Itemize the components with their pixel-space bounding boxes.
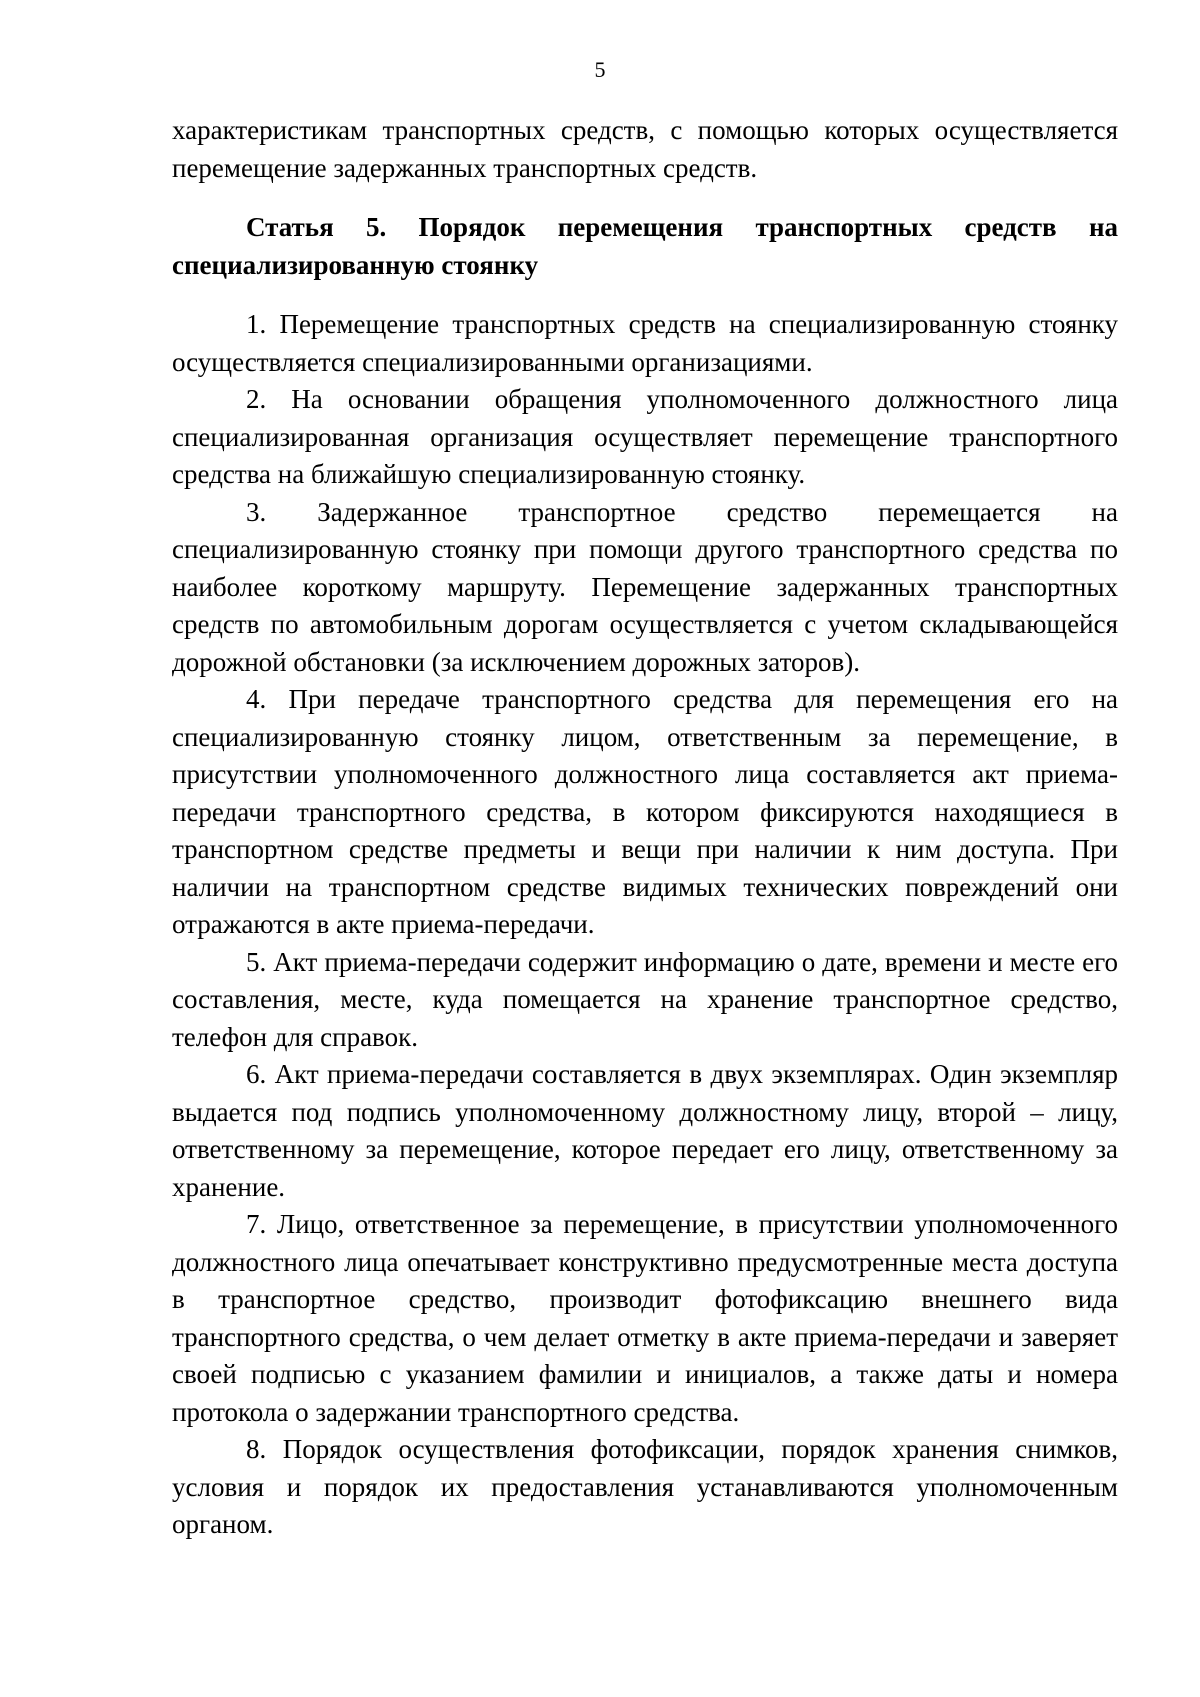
item-number: 4.: [246, 684, 267, 714]
item-number: 7.: [246, 1209, 267, 1239]
item-number: 5.: [246, 946, 267, 977]
list-item: [172, 494, 1118, 682]
item-text: Порядок осуществления фотофиксации, порядок хранения снимков, условия и порядок их предоставления устанавливаются уполномоченным органом.: [172, 1434, 1119, 1539]
item-number: 2.: [246, 384, 267, 414]
item-text: Лицо, ответственное за перемещение, в присутствии уполномоченного должностного лица опечатывает конструктивно предусмотренные места доступа в транспортное средство, производит фотофиксацию внешнего вида транспортного средства, о чем делает отметку в акте приема-передачи и заверяет своей подписью с указанием фамилии и инициалов, а также даты и номера протокола о задержании транспортного средства.: [172, 1209, 1118, 1427]
item-text: При передаче транспортного средства для перемещения его на специализированную стоянку лицом, ответственным за перемещение, в присутствии уполномоченного должностного лица составляется акт приема-передачи транспортного средства, в котором фиксируются находящиеся в транспортном средстве предметы и вещи при наличии к ним доступа. При наличии на транспортном средстве видимых технических повреждений они отражаются в акте приема-передачи.: [172, 684, 1118, 939]
item-text: Задержанное транспортное средство перемещается на специализированную стоянку при помощи другого транспортного средства по наиболее короткому маршруту. Перемещение задержанных транспортных средств по автомобильным дорогам осуществляется с учетом складывающейся дорожной обстановки (за исключением дорожных заторов).: [172, 496, 1118, 677]
item-number: 6.: [246, 1059, 267, 1089]
list-item: [172, 1056, 1118, 1206]
item-text: Перемещение транспортных средств на специализированную стоянку осуществляется специализированными организациями.: [172, 309, 1119, 377]
item-text: На основании обращения уполномоченного должностного лица специализированная организация осуществляет перемещение транспортного средства на ближайшую специализированную стоянку.: [172, 384, 1119, 489]
item-number: 8.: [246, 1434, 267, 1464]
item-text: Акт приема-передачи содержит информацию о дате, времени и месте его составления, месте, куда помещается на хранение транспортное средство, телефон для справок.: [172, 946, 1119, 1052]
item-number: 1.: [246, 309, 267, 339]
list-item: [172, 944, 1118, 1057]
list-item: [172, 1206, 1118, 1431]
continuation-paragraph: характеристикам транспортных средств, с помощью которых осуществляется перемещение задержанных транспортных средств.: [172, 115, 1118, 183]
item-number: 3.: [246, 496, 267, 527]
item-text: Акт приема-передачи составляется в двух экземплярах. Один экземпляр выдается под подпись уполномоченному должностному лицу, второй – лицу, ответственному за перемещение, которое передает его лицу, ответственному за хранение.: [172, 1059, 1119, 1202]
article-heading: Статья 5. Порядок перемещения транспортных средств на специализированную стоянку: [172, 212, 1118, 280]
list-item: [172, 381, 1118, 494]
list-item: [172, 1431, 1118, 1544]
document-body: [172, 112, 1118, 1544]
page-number: 5: [594, 57, 606, 82]
list-item: [172, 681, 1118, 944]
list-item: [172, 306, 1118, 381]
